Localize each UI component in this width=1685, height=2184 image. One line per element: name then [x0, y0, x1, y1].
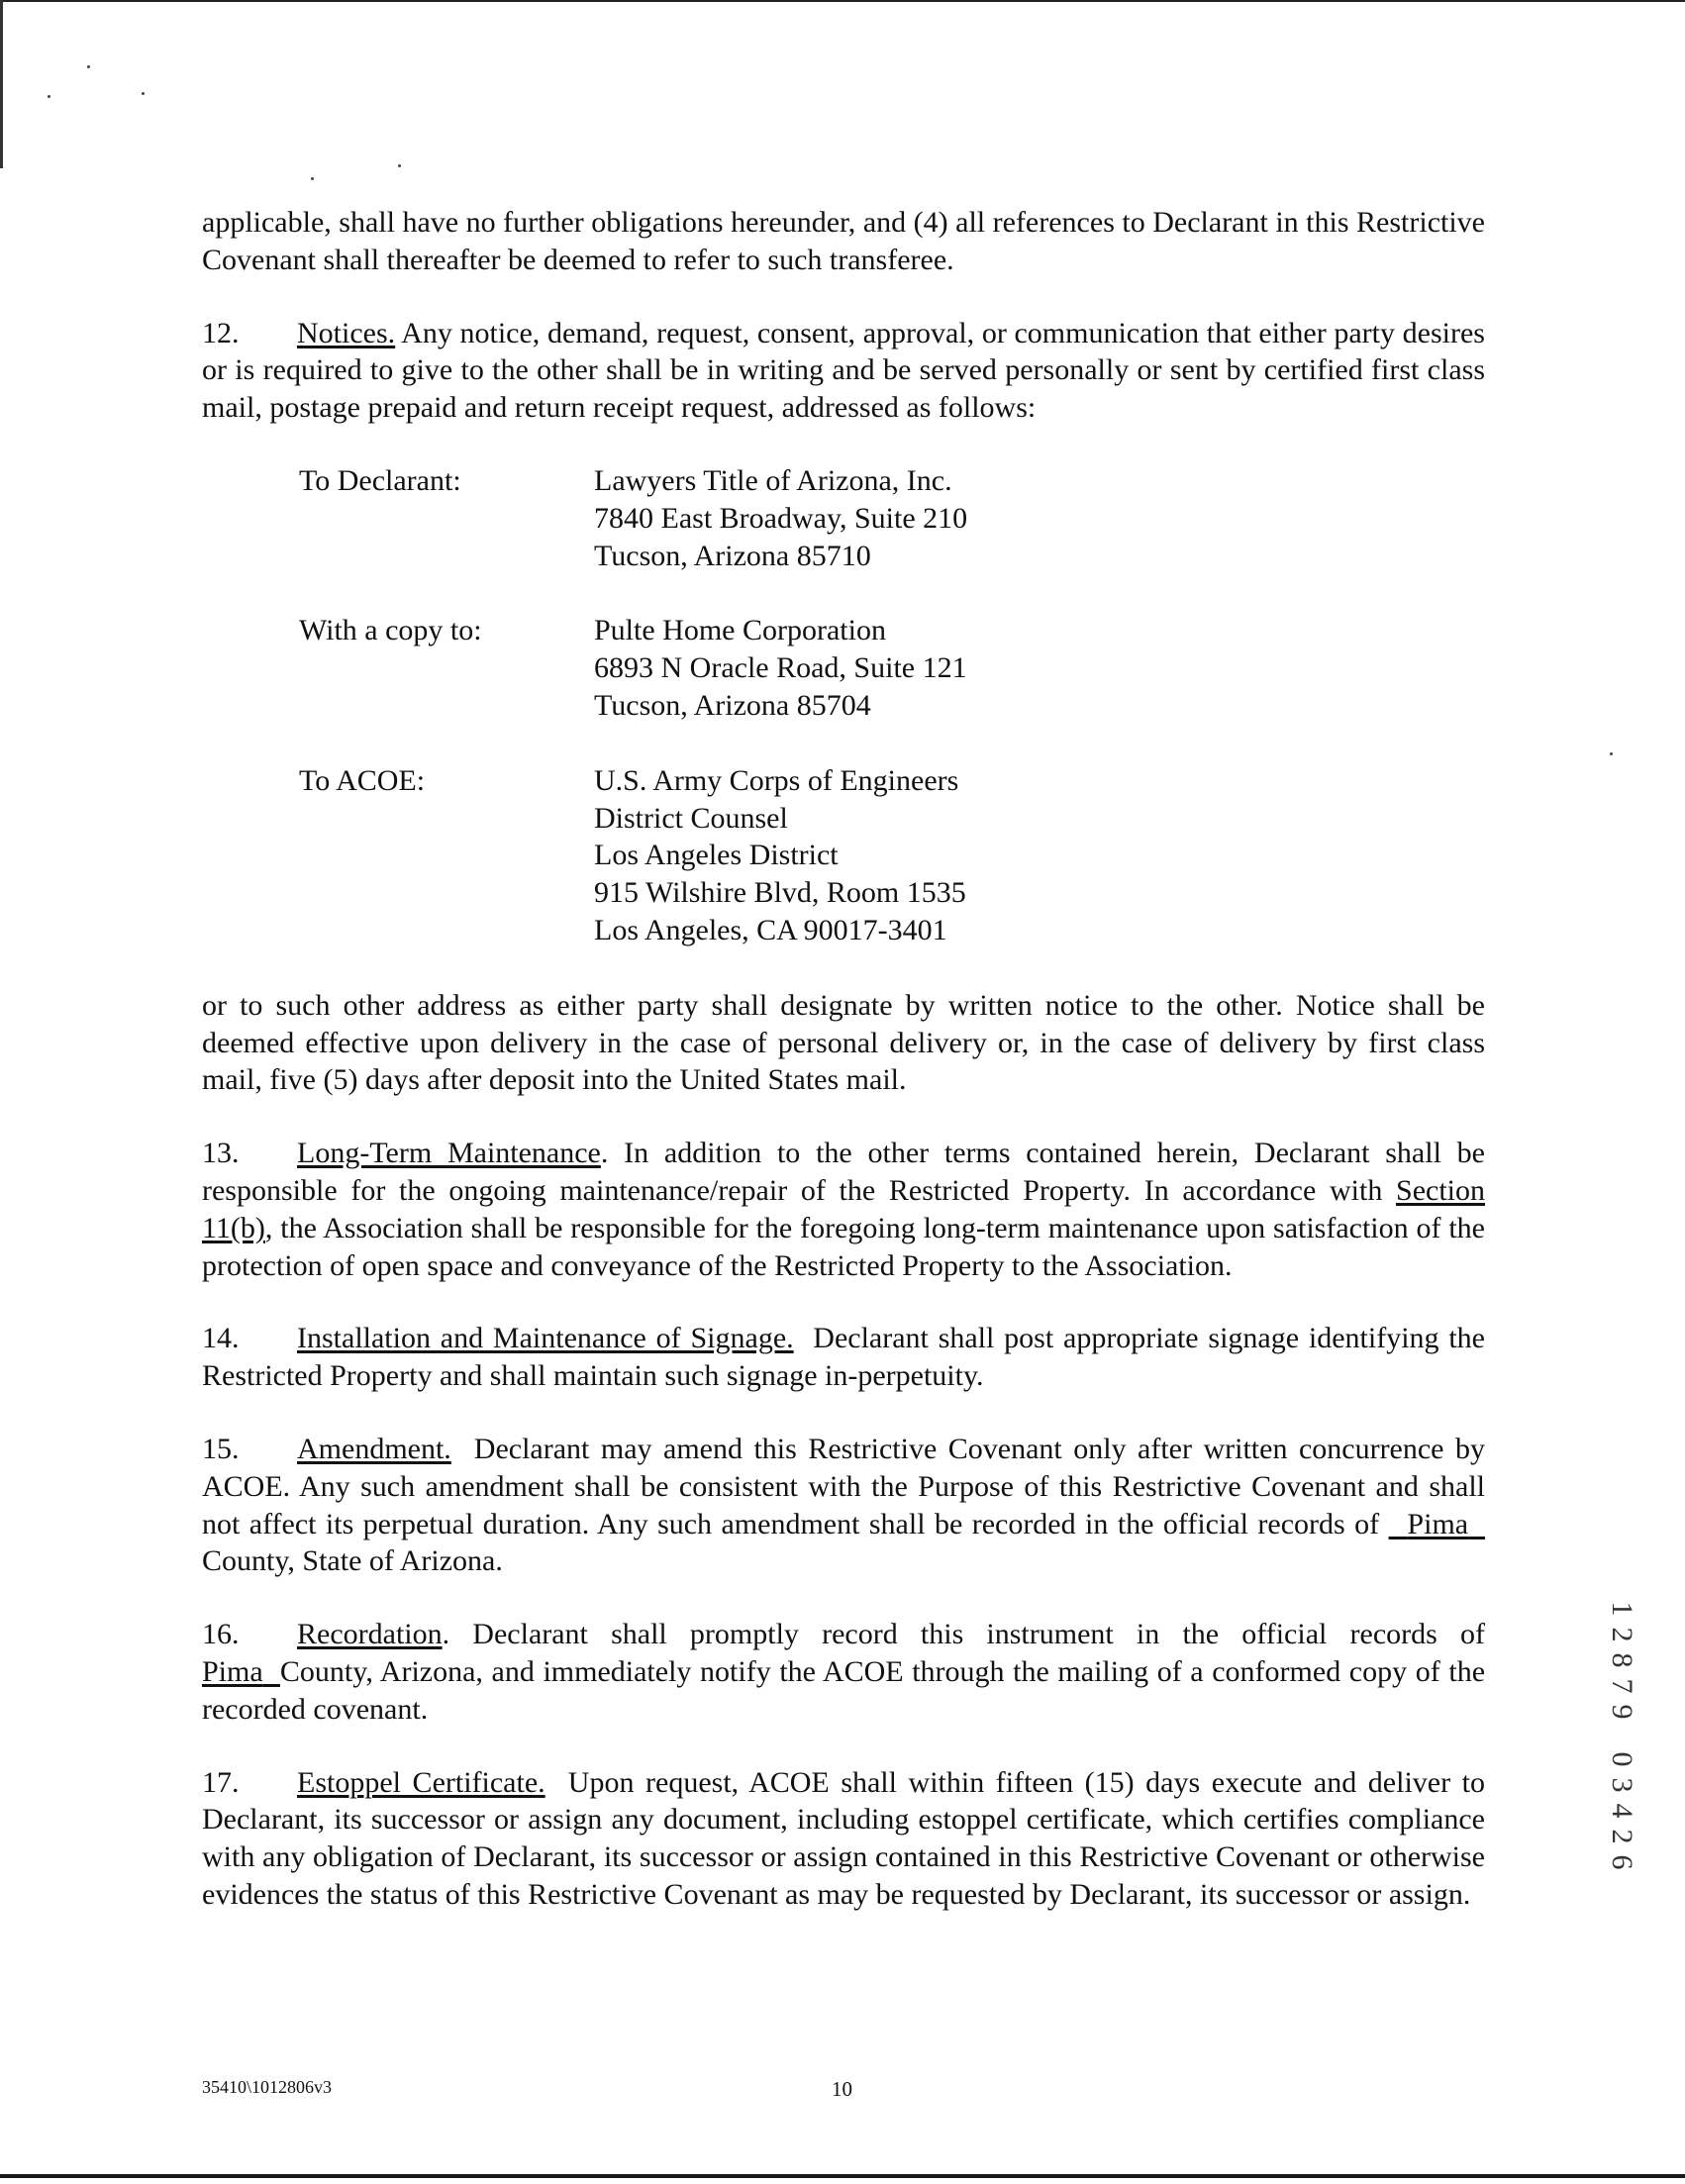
stamp-digit: 8 [1606, 1652, 1638, 1668]
section-16-recordation [202, 1616, 1485, 1728]
scan-speck [87, 65, 90, 68]
stamp-digit: 2 [1606, 1829, 1638, 1844]
closing-text: or to such other address as either party shall designate by written notice to the other. Notice shall be deemed effective upon delivery in the case of personal delivery or, in the case of delivery by first class mail, five (5) days after deposit into the United States mail. [202, 988, 1485, 1097]
address-acoe [299, 762, 1485, 949]
section-body: Any notice, demand, request, consent, approval, or communication that either party desires or is required to give to the other shall be in writing and be served personally or sent by certified first class mail, postage prepaid and return receipt request, addressed as follows: [202, 316, 1485, 425]
address-line: Pulte Home Corporation [594, 614, 886, 647]
address-line: Lawyers Title of Arizona, Inc. [594, 463, 952, 497]
section-14-signage [202, 1320, 1485, 1395]
address-line: U.S. Army Corps of Engineers [594, 763, 959, 797]
section-body: Declarant shall post appropriate signage identifying the Restricted Property and shall maintain such signage in-perpetuity. [202, 1322, 1485, 1393]
document-id: 35410\1012806v3 [202, 2077, 333, 2097]
stamp-digit: 7 [1606, 1678, 1638, 1694]
stamp-digit: 4 [1606, 1803, 1638, 1819]
address-line: 915 Wilshire Blvd, Room 1535 [594, 876, 966, 910]
section-12-closing [202, 987, 1485, 1099]
address-line: District Counsel [594, 801, 788, 835]
address-lines [594, 762, 966, 949]
address-declarant [299, 462, 1485, 574]
section-body: County, Arizona, and immediately notify the ACOE through the mailing of a conformed copy of the recorded covenant. [202, 1654, 1486, 1726]
scan-speck [398, 164, 401, 167]
section-reference: Section 11(b) [202, 1173, 1486, 1244]
scan-speck [142, 92, 145, 95]
section-number: 17. [202, 1765, 240, 1799]
section-body: . In addition to the other terms contained herein, Declarant shall be responsible for the ongoing maintenance/repair of the Restricted Property. In accordance with [202, 1137, 1485, 1207]
address-copy-to [299, 612, 1485, 724]
address-line: Tucson, Arizona 85704 [594, 688, 871, 722]
address-line: Tucson, Arizona 85710 [594, 539, 871, 572]
section-number: 12. [202, 316, 240, 349]
section-body: . Declarant shall promptly record this instrument in the official records of [442, 1618, 1485, 1651]
address-block [299, 462, 1485, 949]
address-line: Los Angeles, CA 90017-3401 [594, 913, 947, 946]
section-body: Upon request, ACOE shall within fifteen (15) days execute and deliver to Declarant, its successor or assign any document, including estoppel certificate, which certifies compliance with any obligation of Declarant, its successor or assign contained in this Restrictive Covenant or otherwise evidences the status of this Restrictive Covenant as may be requested by Declarant, its successor or assign. [202, 1765, 1485, 1911]
stamp-digit: 2 [1606, 1627, 1638, 1642]
scan-speck [311, 177, 314, 180]
county-value: Pima [1407, 1507, 1469, 1540]
section-17-estoppel [202, 1764, 1485, 1914]
section-body: , the Association shall be responsible for the foregoing long-term maintenance upon satisfaction of the protection of open space and conveyance of the Restricted Property to the Association. [202, 1211, 1485, 1282]
section-12-paragraph [202, 315, 1485, 427]
intro-text: applicable, shall have no further obligations hereunder, and (4) all references to Declarant in this Restrictive Covenant shall thereafter be deemed to refer to such transferee. [202, 206, 1485, 276]
section-heading: Installation and Maintenance of Signage. [297, 1322, 794, 1355]
address-line: 6893 N Oracle Road, Suite 121 [594, 651, 967, 685]
stamp-digit: 6 [1606, 1854, 1638, 1870]
stamp-digit: 0 [1606, 1751, 1638, 1767]
scan-edge-bottom [0, 2174, 1685, 2178]
address-line: Los Angeles District [594, 839, 839, 872]
stamp-digit: 3 [1606, 1777, 1638, 1793]
section-12-notices [202, 315, 1485, 1100]
county-value: Pima [202, 1654, 263, 1688]
stamp-digit: 1 [1606, 1601, 1638, 1617]
intro-paragraph [202, 204, 1485, 279]
section-heading: Amendment. [297, 1432, 451, 1465]
recording-number-stamp [1592, 1596, 1651, 1875]
section-15-amendment [202, 1431, 1485, 1580]
address-lines [594, 462, 967, 574]
section-heading: Recordation [297, 1618, 443, 1651]
stamp-digit: 9 [1606, 1704, 1638, 1720]
section-tail: County, State of Arizona. [202, 1544, 503, 1578]
section-number: 16. [202, 1618, 240, 1651]
address-label: To ACOE: [299, 763, 426, 797]
county-blank [1389, 1508, 1485, 1540]
address-label: With a copy to: [299, 614, 482, 647]
section-heading: Notices. [297, 316, 396, 349]
address-line: 7840 East Broadway, Suite 210 [594, 501, 968, 535]
address-label: To Declarant: [299, 463, 461, 497]
section-heading: Long-Term Maintenance [297, 1137, 601, 1170]
document-page [202, 204, 1485, 1949]
section-heading: Estoppel Certificate. [297, 1765, 545, 1799]
section-number: 14. [202, 1322, 240, 1355]
scan-edge-top [0, 0, 1685, 2]
section-number: 15. [202, 1432, 240, 1465]
scan-edge-left [0, 0, 3, 168]
section-13-maintenance [202, 1135, 1485, 1284]
address-lines [594, 612, 967, 724]
scan-speck [1610, 752, 1613, 755]
county-blank [202, 1655, 280, 1688]
scan-speck [48, 95, 50, 98]
page-number: 10 [832, 2077, 852, 2101]
section-body: Declarant may amend this Restrictive Covenant only after written concurrence by ACOE. Any such amendment shall be consistent with the Purpose of this Restrictive Covenant and shall not affect its perpetual duration. Any such amendment shall be recorded in the official records of [202, 1432, 1485, 1540]
section-number: 13. [202, 1137, 240, 1170]
